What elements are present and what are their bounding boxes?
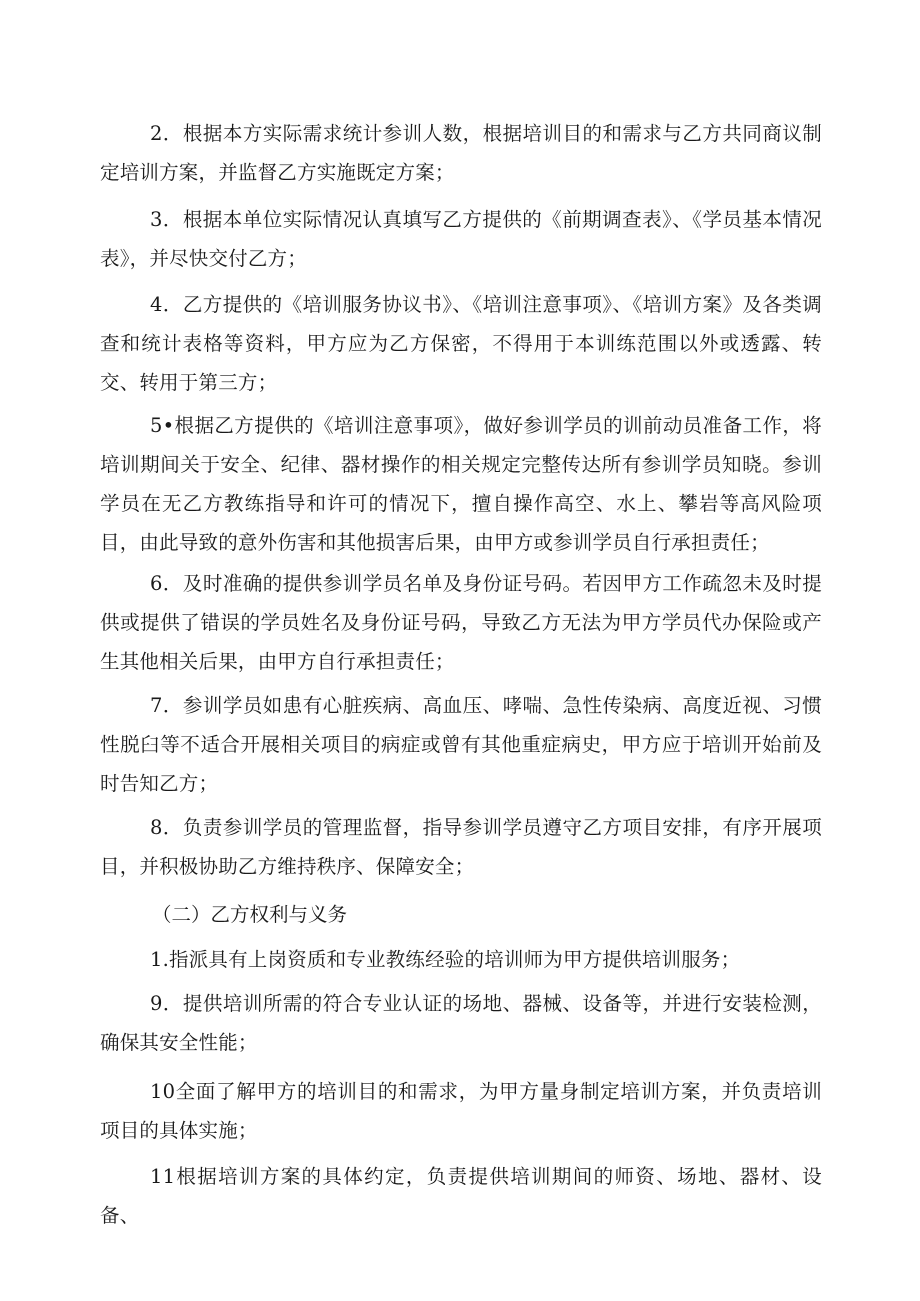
paragraph-8: 8．负责参训学员的管理监督，指导参训学员遵守乙方项目安排，有序开展项目，并积极协助乙方维持秩序、保障安全； <box>100 816 822 878</box>
section-heading: （二）乙方权利与义务 <box>152 903 348 926</box>
paragraph-6: 6．及时准确的提供参训学员名单及身份证号码。若因甲方工作疏忽未及时提供或提供了错误的学员姓名及身份证号码，导致乙方无法为甲方学员代办保险或产生其他相关后果，由甲方自行承担责任； <box>100 572 822 673</box>
paragraph-2: 2．根据本方实际需求统计参训人数，根据培训目的和需求与乙方共同商议制定培训方案，并监督乙方实施既定方案； <box>100 122 822 184</box>
paragraph-b1: 1.指派具有上岗资质和专业教练经验的培训师为甲方提供培训服务； <box>150 948 741 971</box>
paragraph-b11: 11根据培训方案的具体约定，负责提供培训期间的师资、场地、器材、设备、 <box>100 1165 822 1227</box>
paragraph-3: 3．根据本单位实际情况认真填写乙方提供的《前期调查表》、《学员基本情况表》，并尽快交付乙方； <box>100 208 822 270</box>
paragraph-b10: 10全面了解甲方的培训目的和需求，为甲方量身制定培训方案，并负责培训项目的具体实施； <box>100 1080 822 1142</box>
paragraph-4: 4．乙方提供的《培训服务协议书》、《培训注意事项》、《培训方案》及各类调查和统计表格等资料，甲方应为乙方保密，不得用于本训练范围以外或透露、转交、转用于第三方； <box>100 293 822 394</box>
paragraph-b9: 9．提供培训所需的符合专业认证的场地、器械、设备等，并进行安装检测，确保其安全性能； <box>100 992 822 1054</box>
paragraph-7: 7．参训学员如患有心脏疾病、高血压、哮喘、急性传染病、高度近视、习惯性脱臼等不适合开展相关项目的病症或曾有其他重症病史，甲方应于培训开始前及时告知乙方； <box>100 694 822 795</box>
paragraph-5: 5•根据乙方提供的《培训注意事项》，做好参训学员的训前动员准备工作，将培训期间关于安全、纪律、器材操作的相关规定完整传达所有参训学员知晓。参训学员在无乙方教练指导和许可的情况下，擅自操作高空、水上、攀岩等高风险项目，由此导致的意外伤害和其他损害后果，由甲方或参训学员自行承担责任； <box>100 414 822 554</box>
